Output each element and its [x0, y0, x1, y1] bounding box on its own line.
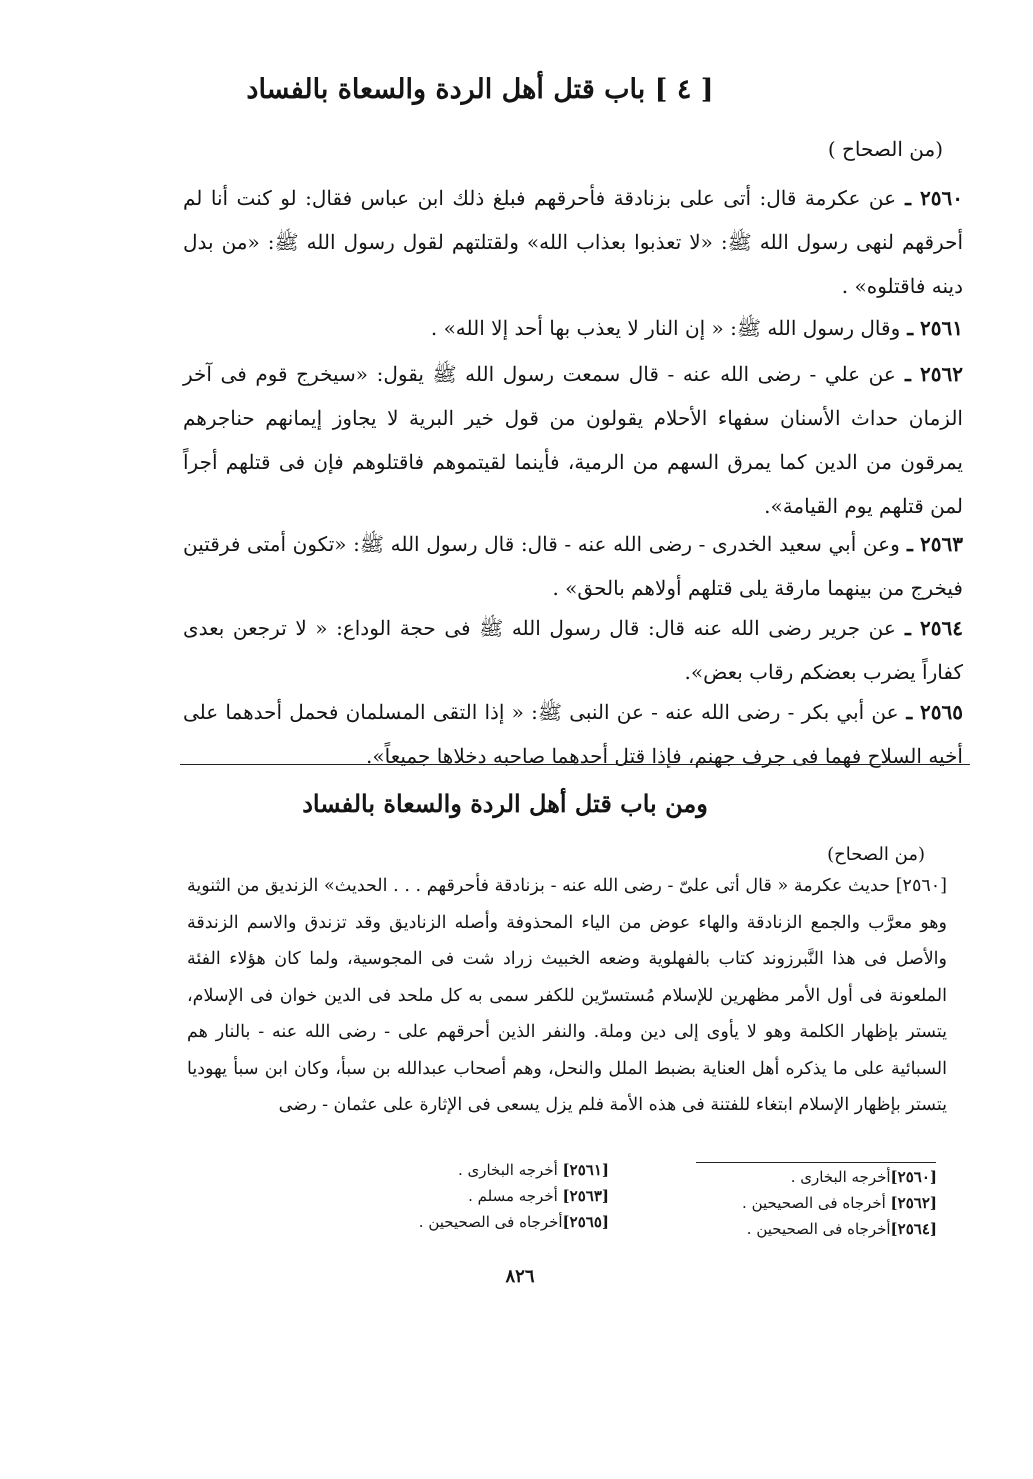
footnote-item: [٢٥٦٢] أخرجاه فى الصحيحين .	[742, 1194, 937, 1212]
hadith-2562: ٢٥٦٢ ـ عن علي - رضى الله عنه - قال سمعت رسول الله ﷺ يقول: «سيخرج قوم فى آخر الزمان حداث الأسنان سفهاء الأحلام يقولون من قول خير البرية لا يجاوز إيمانهم حناجرهم يمرقون من الدين كما يمرق السهم من الرمية، فأينما لقيتموهم فاقتلوهم فإن فى قتلهم أجراً لمن قتلهم يوم القيامة».	[183, 362, 964, 518]
hadith-text: عن علي - رضى الله عنه - قال سمعت رسول الله ﷺ يقول: «سيخرج قوم فى آخر الزمان حداث الأسنان سفهاء الأحلام يقولون من قول خير البرية لا يجاوز إيمانهم حناجرهم يمرقون من الدين كما يمرق السهم من الرمية، فأينما لقيتموهم فاقتلوهم فإن فى قتلهم أجراً لمن قتلهم يوم القيامة».	[183, 362, 964, 518]
hadith-number: ٢٥٦٤	[920, 616, 964, 640]
footnotes-left-column	[419, 1157, 609, 1235]
section-divider	[180, 764, 970, 765]
hadith-2561: ٢٥٦١ ـ وقال رسول الله ﷺ: « إن النار لا يعذب بها أحد إلا الله» .	[430, 316, 963, 340]
hadith-2563: ٢٥٦٣ ـ وعن أبي سعيد الخدرى - رضى الله عنه - قال: قال رسول الله ﷺ: «تكون أمتى فرقتين فيخرج من بينهما مارقة يلى قتلهم أولاهم بالحق» .	[183, 532, 963, 600]
hadith-2564: ٢٥٦٤ ـ عن جرير رضى الله عنه قال: قال رسول الله ﷺ فى حجة الوداع: « لا ترجعن بعدى كفاراً يضرب بعضكم رقاب بعض».	[183, 616, 964, 684]
hadith-2565: ٢٥٦٥ ـ عن أبي بكر - رضى الله عنه - عن النبى ﷺ: « إذا التقى المسلمان فحمل أحدهما على أخيه السلاح فهما فى جرف جهنم، فإذا قتل أحدهما صاحبه دخلاها جميعاً».	[183, 700, 963, 768]
section-source: (من الصحاح )	[827, 137, 943, 161]
footnote-item: [٢٥٦٤]أخرجاه فى الصحيحين .	[746, 1220, 937, 1238]
hadith-number: ٢٥٦٥	[920, 700, 963, 724]
hadith-text: عن عكرمة قال: أتى على بزنادقة فأحرقهم فبلغ ذلك ابن عباس فقال: لو كنت أنا لم أحرقهم لنهى رسول الله ﷺ: «لا تعذبوا بعذاب الله» ولقتلتهم لقول رسول الله ﷺ: «من بدل دينه فاقتلوه» .	[183, 186, 963, 298]
commentary-text: حديث عكرمة « قال أتى علىّ - رضى الله عنه - بزنادقة فأحرقهم . . . الحديث» الزنديق من الثنوية وهو معرَّب والجمع الزنادقة والهاء عوض من الياء المحذوفة وأصله الزناديق وقد تزندق والاسم الزندقة والأصل فى هذا النَّبرزوند كتاب بالفهلوية وضعه الخبيث زراد شت فى المجوسية، ولما كان هؤلاء الفئة الملعونة فى أول الأمر مظهرين للإسلام مُستسرّين للكفر سمى به كل ملحد فى الدين خوان فى الإسلام، يتستر بإظهار الكلمة وهو لا يأوى إلى دين وملة. والنفر الذين أحرقهم على - رضى الله عنه - بالنار هم السبائية على ما يذكره أهل العناية بضبط الملل والنحل، وهم أصحاب عبدالله بن سبأ، وكان ابن سبأ يهوديا يتستر بإظهار الإسلام ابتغاء للفتنة فى هذه الأمة فلم يزل يسعى فى الإثارة على عثمان - رضى	[187, 876, 947, 1115]
page-number: ٨٢٦	[505, 1266, 535, 1287]
hadith-text: عن أبي بكر - رضى الله عنه - عن النبى ﷺ: « إذا التقى المسلمان فحمل أحدهما على أخيه السلاح فهما فى جرف جهنم، فإذا قتل أحدهما صاحبه دخلاها جميعاً».	[183, 700, 963, 768]
footnote-item: [٢٥٦١] أخرجه البخارى .	[457, 1161, 609, 1179]
hadith-number: ٢٥٦٠	[920, 186, 963, 210]
hadith-number: ٢٥٦٣	[920, 532, 963, 556]
hadith-number: ٢٥٦١	[920, 316, 963, 340]
footnote-item: [٢٥٦٠]أخرجه البخارى .	[790, 1168, 937, 1186]
footnotes-right-column	[742, 1164, 937, 1242]
commentary-number: [٢٥٦٠]	[895, 876, 947, 896]
hadith-text: وعن أبي سعيد الخدرى - رضى الله عنه - قال: قال رسول الله ﷺ: «تكون أمتى فرقتين فيخرج من بينهما مارقة يلى قتلهم أولاهم بالحق» .	[183, 532, 963, 600]
hadith-number: ٢٥٦٢	[920, 362, 963, 386]
hadith-text: عن جرير رضى الله عنه قال: قال رسول الله ﷺ فى حجة الوداع: « لا ترجعن بعدى كفاراً يضرب بعضكم رقاب بعض».	[183, 616, 963, 684]
hadith-text: وقال رسول الله ﷺ: « إن النار لا يعذب بها أحد إلا الله» .	[430, 316, 901, 340]
commentary-source: (من الصحاح)	[827, 844, 925, 865]
chapter-title: [ ٤ ] باب قتل أهل الردة والسعاة بالفساد	[246, 74, 714, 105]
commentary-title: ومن باب قتل أهل الردة والسعاة بالفساد	[302, 789, 708, 818]
footnote-item: [٢٥٦٣] أخرجه مسلم .	[468, 1187, 609, 1205]
commentary-body	[187, 868, 947, 1124]
footnote-item: [٢٥٦٥]أخرجاه فى الصحيحين .	[418, 1213, 609, 1231]
hadith-2560: ٢٥٦٠ ـ عن عكرمة قال: أتى على بزنادقة فأحرقهم فبلغ ذلك ابن عباس فقال: لو كنت أنا لم أحرقهم لنهى رسول الله ﷺ: «لا تعذبوا بعذاب الله» ولقتلتهم لقول رسول الله ﷺ: «من بدل دينه فاقتلوه» .	[183, 186, 963, 298]
footnote-divider	[696, 1162, 936, 1163]
